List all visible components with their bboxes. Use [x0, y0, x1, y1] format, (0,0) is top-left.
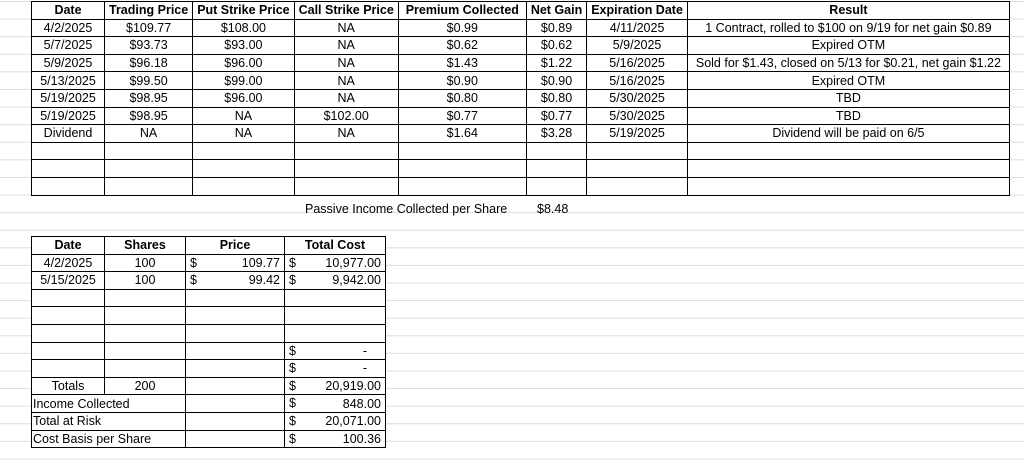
empty-cell[interactable] — [526, 160, 586, 178]
cell-net-gain[interactable]: $0.90 — [526, 72, 586, 90]
empty-cell[interactable] — [32, 289, 105, 307]
currency-symbol: $ — [289, 378, 296, 393]
totals-cost-value: 20,919.00 — [325, 379, 381, 394]
cell-result[interactable]: TBD — [687, 89, 1009, 107]
cost-cell-shares[interactable]: 100 — [105, 272, 186, 290]
cell-result[interactable]: Expired OTM — [687, 37, 1009, 55]
cell-net-gain[interactable]: $0.62 — [526, 37, 586, 55]
currency-symbol: $ — [289, 361, 296, 376]
empty-cell[interactable] — [687, 177, 1009, 195]
income-value: 848.00 — [342, 396, 381, 411]
cell-trading-price[interactable]: $98.95 — [105, 107, 193, 125]
options-empty-row — [32, 160, 1010, 178]
cell-net-gain[interactable]: $0.80 — [526, 89, 586, 107]
empty-cell[interactable] — [398, 177, 526, 195]
empty-cell[interactable] — [105, 142, 193, 160]
totals-shares[interactable]: 200 — [105, 377, 186, 395]
empty-cell[interactable] — [186, 430, 285, 448]
cost-total-value: 9,942.00 — [332, 273, 381, 288]
income-label[interactable]: Income Collected — [32, 395, 186, 413]
cell-trading-price[interactable]: $93.73 — [105, 37, 193, 55]
risk-value-cell[interactable] — [285, 412, 386, 430]
cell-premium[interactable]: $1.43 — [398, 54, 526, 72]
cell-date[interactable]: 4/2/2025 — [32, 19, 105, 37]
cell-date[interactable]: 5/9/2025 — [32, 54, 105, 72]
cell-call-strike[interactable]: NA — [294, 72, 398, 90]
cost-cell-total[interactable] — [285, 254, 386, 272]
header-result[interactable]: Result — [687, 2, 1009, 20]
cell-call-strike[interactable]: NA — [294, 37, 398, 55]
cost-price-value: 99.42 — [248, 273, 280, 288]
cost-header-row — [32, 237, 386, 255]
empty-cell[interactable] — [587, 142, 688, 160]
cell-expiration[interactable]: 5/16/2025 — [587, 72, 688, 90]
empty-cell[interactable] — [186, 377, 285, 395]
empty-cell[interactable] — [105, 289, 186, 307]
currency-symbol: $ — [289, 396, 296, 411]
cell-call-strike[interactable]: NA — [294, 54, 398, 72]
header-call-strike[interactable]: Call Strike Price — [294, 2, 398, 20]
currency-symbol: $ — [289, 255, 296, 270]
cost-header-total[interactable]: Total Cost — [285, 237, 386, 255]
cost-cell-price[interactable] — [186, 272, 285, 290]
empty-cell[interactable] — [193, 160, 294, 178]
cell-expiration[interactable]: 5/19/2025 — [587, 125, 688, 143]
cost-header-price[interactable]: Price — [186, 237, 285, 255]
empty-cell[interactable] — [32, 342, 105, 360]
empty-cell[interactable] — [186, 324, 285, 342]
cell-result[interactable]: Sold for $1.43, closed on 5/13 for $0.21, net gain $1.22 — [687, 54, 1009, 72]
passive-income-value[interactable]: $8.48 — [537, 202, 569, 216]
header-expiration[interactable]: Expiration Date — [587, 2, 688, 20]
empty-cell[interactable] — [32, 360, 105, 378]
cell-premium[interactable]: $0.62 — [398, 37, 526, 55]
cell-expiration[interactable]: 5/9/2025 — [587, 37, 688, 55]
options-empty-row — [32, 142, 1010, 160]
basis-label[interactable]: Cost Basis per Share — [32, 430, 186, 448]
options-row — [32, 125, 1010, 143]
options-empty-row — [32, 177, 1010, 195]
empty-cell[interactable] — [398, 160, 526, 178]
passive-income-label[interactable]: Passive Income Collected per Share — [305, 202, 508, 216]
cell-expiration[interactable]: 5/30/2025 — [587, 107, 688, 125]
empty-cell[interactable] — [105, 160, 193, 178]
cell-result[interactable]: Dividend will be paid on 6/5 — [687, 125, 1009, 143]
cell-call-strike[interactable]: NA — [294, 125, 398, 143]
cell-net-gain[interactable]: $1.22 — [526, 54, 586, 72]
cell-trading-price[interactable]: $109.77 — [105, 19, 193, 37]
cost-cell-date[interactable]: 5/15/2025 — [32, 272, 105, 290]
options-row — [32, 72, 1010, 90]
currency-symbol: $ — [289, 413, 296, 428]
cell-result[interactable]: TBD — [687, 107, 1009, 125]
empty-cell[interactable] — [32, 142, 105, 160]
cost-cell-price[interactable] — [186, 254, 285, 272]
cell-expiration[interactable]: 4/11/2025 — [587, 19, 688, 37]
cell-put-strike[interactable]: NA — [193, 125, 294, 143]
cell-trading-price[interactable]: NA — [105, 125, 193, 143]
empty-cell[interactable] — [193, 142, 294, 160]
empty-cell[interactable] — [186, 342, 285, 360]
income-value-cell[interactable] — [285, 395, 386, 413]
empty-cell[interactable] — [32, 324, 105, 342]
cost-dash-row — [32, 360, 386, 378]
cost-table — [31, 236, 386, 448]
totals-row — [32, 377, 386, 395]
cost-row — [32, 254, 386, 272]
empty-cell[interactable] — [105, 360, 186, 378]
cell-premium[interactable]: $0.99 — [398, 19, 526, 37]
currency-symbol: $ — [190, 273, 197, 288]
cell-premium[interactable]: $0.90 — [398, 72, 526, 90]
empty-cell[interactable] — [186, 289, 285, 307]
header-trading-price[interactable]: Trading Price — [105, 2, 193, 20]
dash-value: - — [362, 361, 367, 376]
empty-cell[interactable] — [32, 160, 105, 178]
empty-cell[interactable] — [285, 307, 386, 325]
empty-cell[interactable] — [186, 360, 285, 378]
cell-net-gain[interactable]: $0.77 — [526, 107, 586, 125]
cost-row — [32, 272, 386, 290]
header-premium[interactable]: Premium Collected — [398, 2, 526, 20]
empty-cell[interactable] — [398, 142, 526, 160]
header-date[interactable]: Date — [32, 2, 105, 20]
options-row — [32, 19, 1010, 37]
empty-cell[interactable] — [285, 289, 386, 307]
cost-total-value: 10,977.00 — [325, 255, 381, 270]
cell-call-strike[interactable]: NA — [294, 89, 398, 107]
empty-cell[interactable] — [193, 177, 294, 195]
cost-dash-row — [32, 342, 386, 360]
currency-symbol: $ — [289, 343, 296, 358]
currency-symbol: $ — [289, 273, 296, 288]
empty-cell[interactable] — [285, 324, 386, 342]
cost-header-shares[interactable]: Shares — [105, 237, 186, 255]
cost-price-value: 109.77 — [241, 255, 280, 270]
empty-cell[interactable] — [105, 342, 186, 360]
risk-label[interactable]: Total at Risk — [32, 412, 186, 430]
empty-cell[interactable] — [186, 395, 285, 413]
cost-cell-total[interactable] — [285, 272, 386, 290]
cost-cell-shares[interactable]: 100 — [105, 254, 186, 272]
empty-cell[interactable] — [687, 142, 1009, 160]
totals-label[interactable]: Totals — [32, 377, 105, 395]
cell-premium[interactable]: $0.80 — [398, 89, 526, 107]
cost-header-date[interactable]: Date — [32, 237, 105, 255]
cell-trading-price[interactable]: $96.18 — [105, 54, 193, 72]
empty-cell[interactable] — [105, 177, 193, 195]
empty-cell[interactable] — [32, 177, 105, 195]
cost-empty-row — [32, 289, 386, 307]
cell-net-gain[interactable]: $3.28 — [526, 125, 586, 143]
currency-symbol: $ — [289, 431, 296, 446]
header-net-gain[interactable]: Net Gain — [526, 2, 586, 20]
cost-cell-date[interactable]: 4/2/2025 — [32, 254, 105, 272]
empty-cell[interactable] — [587, 160, 688, 178]
options-row — [32, 37, 1010, 55]
cell-put-strike[interactable]: $108.00 — [193, 19, 294, 37]
empty-cell[interactable] — [294, 142, 398, 160]
cell-date[interactable]: 5/19/2025 — [32, 107, 105, 125]
cell-put-strike[interactable]: $96.00 — [193, 89, 294, 107]
cell-call-strike[interactable]: NA — [294, 19, 398, 37]
empty-cell[interactable] — [186, 412, 285, 430]
options-table — [31, 1, 1010, 196]
risk-row — [32, 412, 386, 430]
basis-row — [32, 430, 386, 448]
cell-date[interactable]: 5/19/2025 — [32, 89, 105, 107]
empty-cell[interactable] — [105, 307, 186, 325]
cell-put-strike[interactable]: $99.00 — [193, 72, 294, 90]
options-row — [32, 89, 1010, 107]
cell-expiration[interactable]: 5/16/2025 — [587, 54, 688, 72]
cell-expiration[interactable]: 5/30/2025 — [587, 89, 688, 107]
cost-cell-dash[interactable] — [285, 360, 386, 378]
basis-value-cell[interactable] — [285, 430, 386, 448]
dash-value: - — [362, 343, 367, 358]
options-row — [32, 54, 1010, 72]
cell-result[interactable]: Expired OTM — [687, 72, 1009, 90]
cell-call-strike[interactable]: $102.00 — [294, 107, 398, 125]
empty-cell[interactable] — [526, 142, 586, 160]
cell-put-strike[interactable]: NA — [193, 107, 294, 125]
empty-cell[interactable] — [587, 177, 688, 195]
cell-premium[interactable]: $0.77 — [398, 107, 526, 125]
cost-empty-row — [32, 324, 386, 342]
cell-put-strike[interactable]: $96.00 — [193, 54, 294, 72]
empty-cell[interactable] — [294, 177, 398, 195]
cost-cell-dash[interactable] — [285, 342, 386, 360]
empty-cell[interactable] — [105, 324, 186, 342]
basis-value: 100.36 — [342, 431, 381, 446]
cell-premium[interactable]: $1.64 — [398, 125, 526, 143]
totals-cost[interactable] — [285, 377, 386, 395]
income-row — [32, 395, 386, 413]
cell-result[interactable]: 1 Contract, rolled to $100 on 9/19 for net gain $0.89 — [687, 19, 1009, 37]
cell-date[interactable]: 5/13/2025 — [32, 72, 105, 90]
options-row — [32, 107, 1010, 125]
currency-symbol: $ — [190, 255, 197, 270]
cost-empty-row — [32, 307, 386, 325]
empty-cell[interactable] — [32, 307, 105, 325]
cell-trading-price[interactable]: $98.95 — [105, 89, 193, 107]
cell-date[interactable]: Dividend — [32, 125, 105, 143]
empty-cell[interactable] — [687, 160, 1009, 178]
empty-cell[interactable] — [526, 177, 586, 195]
cell-date[interactable]: 5/7/2025 — [32, 37, 105, 55]
empty-cell[interactable] — [294, 160, 398, 178]
cell-net-gain[interactable]: $0.89 — [526, 19, 586, 37]
cell-trading-price[interactable]: $99.50 — [105, 72, 193, 90]
options-header-row — [32, 2, 1010, 20]
risk-value: 20,071.00 — [325, 414, 381, 429]
empty-cell[interactable] — [186, 307, 285, 325]
cell-put-strike[interactable]: $93.00 — [193, 37, 294, 55]
header-put-strike[interactable]: Put Strike Price — [193, 2, 294, 20]
